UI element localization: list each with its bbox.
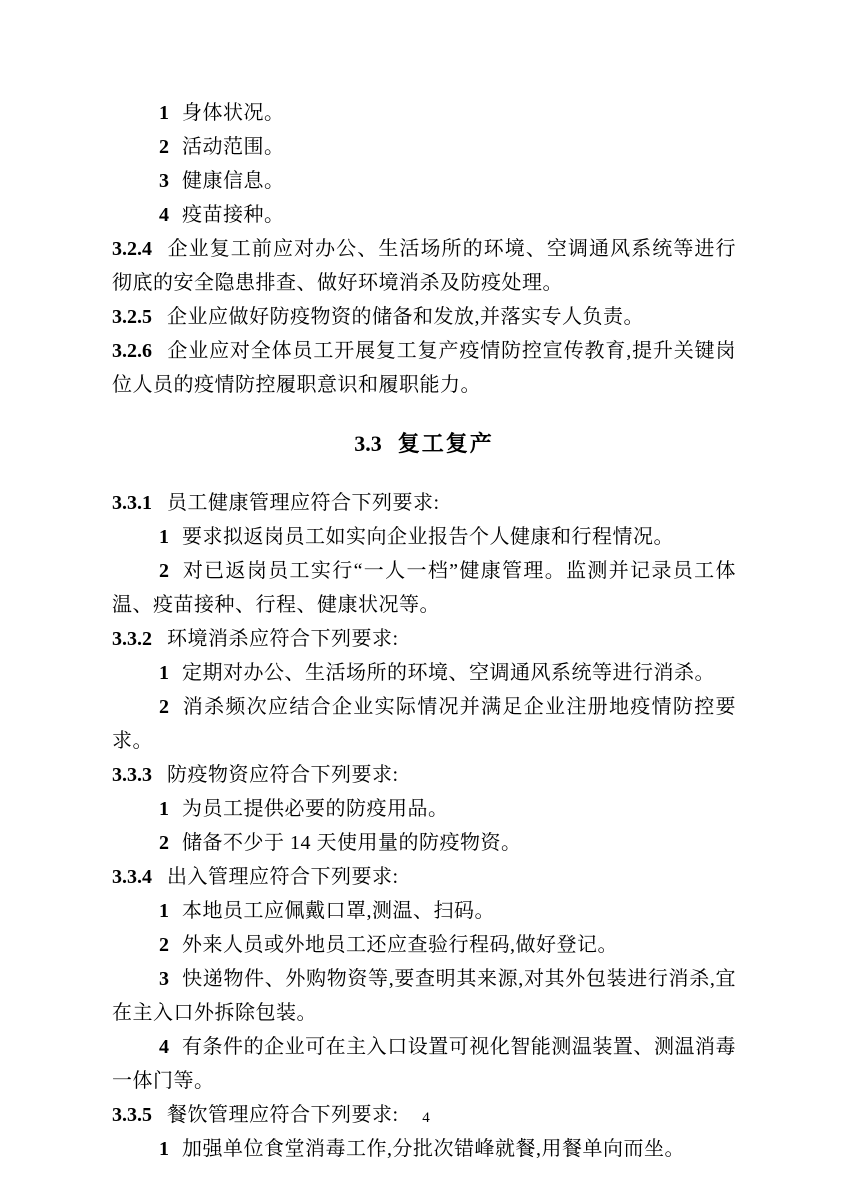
list-item <box>112 164 736 198</box>
item-number: 4 <box>159 1036 169 1058</box>
item-number: 1 <box>159 900 169 922</box>
item-text: 有条件的企业可在主入口设置可视化智能测温装置、测温消毒一体门等。 <box>112 1036 736 1092</box>
list-item <box>112 520 736 554</box>
list-item <box>112 1030 736 1098</box>
item-text: 活动范围。 <box>182 136 285 158</box>
item-number: 3 <box>159 968 169 990</box>
clause-text: 环境消杀应符合下列要求: <box>167 628 399 650</box>
section-heading <box>112 426 736 462</box>
item-number: 1 <box>159 102 169 124</box>
list-item <box>112 894 736 928</box>
clause-text: 企业应做好防疫物资的储备和发放,并落实专人负责。 <box>167 306 644 328</box>
clause-number: 3.3.4 <box>112 866 152 888</box>
item-text: 对已返岗员工实行“一人一档”健康管理。监测并记录员工体温、疫苗接种、行程、健康状况等。 <box>112 560 736 616</box>
clause <box>112 758 736 792</box>
item-number: 2 <box>159 934 169 956</box>
item-number: 2 <box>159 560 169 582</box>
item-text: 消杀频次应结合企业实际情况并满足企业注册地疫情防控要求。 <box>112 696 736 752</box>
item-text: 疫苗接种。 <box>182 204 285 226</box>
item-text: 身体状况。 <box>182 102 285 124</box>
list-item <box>112 962 736 1030</box>
item-text: 快递物件、外购物资等,要查明其来源,对其外包装进行消杀,宜在主入口外拆除包装。 <box>112 968 736 1024</box>
clause <box>112 622 736 656</box>
clause <box>112 860 736 894</box>
item-text: 健康信息。 <box>182 170 285 192</box>
item-text: 加强单位食堂消毒工作,分批次错峰就餐,用餐单向而坐。 <box>182 1138 685 1160</box>
item-text: 要求拟返岗员工如实向企业报告个人健康和行程情况。 <box>182 526 674 548</box>
clause-number: 3.2.6 <box>112 340 152 362</box>
clause-text: 出入管理应符合下列要求: <box>167 866 399 888</box>
clause-number: 3.2.5 <box>112 306 152 328</box>
list-item <box>112 198 736 232</box>
section-heading-number: 3.3 <box>354 431 382 456</box>
clause-text: 餐饮管理应符合下列要求: <box>167 1104 399 1126</box>
item-number: 2 <box>159 696 169 718</box>
list-item <box>112 554 736 622</box>
item-text: 储备不少于 14 天使用量的防疫物资。 <box>182 832 522 854</box>
item-text: 外来人员或外地员工还应查验行程码,做好登记。 <box>182 934 618 956</box>
clause <box>112 300 736 334</box>
list-item <box>112 826 736 860</box>
clause-number: 3.3.5 <box>112 1104 152 1126</box>
list-item <box>112 130 736 164</box>
list-item <box>112 656 736 690</box>
clause-text: 防疫物资应符合下列要求: <box>167 764 399 786</box>
clause-text: 企业复工前应对办公、生活场所的环境、空调通风系统等进行彻底的安全隐患排查、做好环境消杀及防疫处理。 <box>112 238 736 294</box>
clause-number: 3.3.3 <box>112 764 152 786</box>
clause-number: 3.3.1 <box>112 492 152 514</box>
clause-number: 3.2.4 <box>112 238 152 260</box>
item-text: 本地员工应佩戴口罩,测温、扫码。 <box>182 900 495 922</box>
list-item <box>112 792 736 826</box>
item-number: 4 <box>159 204 169 226</box>
page-number: 4 <box>422 1110 430 1126</box>
clause-text: 企业应对全体员工开展复工复产疫情防控宣传教育,提升关键岗位人员的疫情防控履职意识和履职能力。 <box>112 340 736 396</box>
list-item <box>112 690 736 758</box>
clause-text: 员工健康管理应符合下列要求: <box>167 492 440 514</box>
list-item <box>112 96 736 130</box>
clause <box>112 232 736 300</box>
item-text: 定期对办公、生活场所的环境、空调通风系统等进行消杀。 <box>182 662 715 684</box>
list-item <box>112 1132 736 1166</box>
item-number: 3 <box>159 170 169 192</box>
list-item <box>112 928 736 962</box>
item-text: 为员工提供必要的防疫用品。 <box>182 798 449 820</box>
clause <box>112 334 736 402</box>
item-number: 1 <box>159 526 169 548</box>
clause-number: 3.3.2 <box>112 628 152 650</box>
clause <box>112 486 736 520</box>
item-number: 2 <box>159 136 169 158</box>
item-number: 1 <box>159 662 169 684</box>
item-number: 2 <box>159 832 169 854</box>
item-number: 1 <box>159 1138 169 1160</box>
item-number: 1 <box>159 798 169 820</box>
section-heading-title: 复工复产 <box>397 431 494 456</box>
